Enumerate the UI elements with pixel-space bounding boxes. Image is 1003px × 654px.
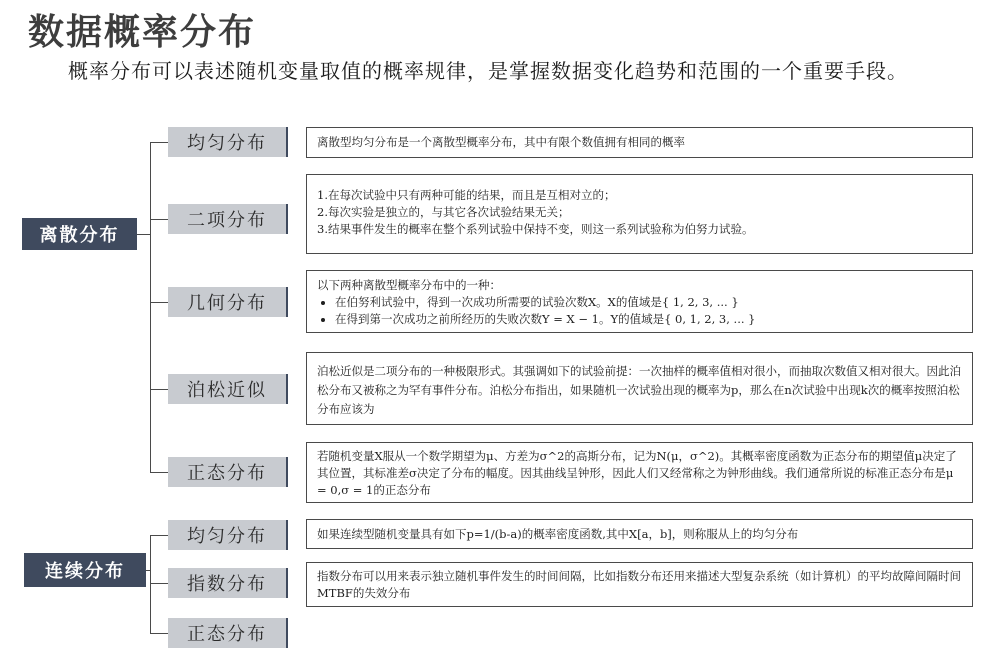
desc-line: 泊松近似是二项分布的一种极限形式。其强调如下的试验前提：一次抽样的概率值相对很小，而抽取次数值又相对很大。因此泊松分布又被称之为罕有事件分布。泊松分布指出，如果随机一次试验出现的概率为p，那么在n次试验中出现k次的概率按照泊松分布应该为 xyxy=(317,364,961,416)
desc-continuous-uniform xyxy=(306,519,973,549)
node-poisson: 泊松近似 xyxy=(168,374,288,404)
node-exponential: 指数分布 xyxy=(168,568,288,598)
node-discrete-normal: 正态分布 xyxy=(168,457,288,487)
connector xyxy=(150,389,168,390)
desc-discrete-normal xyxy=(306,442,973,503)
page-title: 数据概率分布 xyxy=(28,11,257,53)
continuous-connector-vertical xyxy=(150,535,151,633)
desc-binomial xyxy=(306,174,973,254)
node-continuous-uniform: 均匀分布 xyxy=(168,520,288,550)
node-geometric: 几何分布 xyxy=(168,287,288,317)
connector xyxy=(150,535,168,536)
desc-poisson xyxy=(306,352,973,425)
node-discrete-uniform: 均匀分布 xyxy=(168,127,288,157)
connector xyxy=(150,142,168,143)
connector xyxy=(150,219,168,220)
desc-geometric xyxy=(306,270,973,333)
intro-paragraph: 概率分布可以表述随机变量取值的概率规律，是掌握数据变化趋势和范围的一个重要手段。 xyxy=(68,59,908,83)
category-discrete: 离散分布 xyxy=(22,218,137,250)
desc-line: 如果连续型随机变量具有如下p=1/(b-a)的概率密度函数,其中X[a，b]，则称服从上的均匀分布 xyxy=(317,527,799,541)
desc-line: 2.每次实验是独立的，与其它各次试验结果无关； xyxy=(317,205,570,219)
desc-discrete-uniform xyxy=(306,127,973,158)
desc-line: 3.结果事件发生的概率在整个系列试验中保持不变，则这一系列试验称为伯努力试验。 xyxy=(317,222,754,236)
desc-line: 指数分布可以用来表示独立随机事件发生的时间间隔，比如指数分布还用来描述大型复杂系统（如计算机）的平均故障间隔时间MTBF的失效分布 xyxy=(317,569,961,600)
geometric-bullet-list xyxy=(317,294,962,328)
connector xyxy=(150,302,168,303)
desc-line: 以下两种离散型概率分布中的一种： xyxy=(317,278,501,292)
discrete-connector-vertical xyxy=(150,142,151,472)
desc-line: 1.在每次试验中只有两种可能的结果，而且是互相对立的； xyxy=(317,188,616,202)
discrete-connector-stem xyxy=(137,234,151,235)
list-item: • 在得到第一次成功之前所经历的失败次数Y = X − 1。Y的值域是{ 0, 1, 2, 3, ... } xyxy=(335,311,962,328)
desc-line: 离散型均匀分布是一个离散型概率分布，其中有限个数值拥有相同的概率 xyxy=(317,135,685,149)
desc-line: 若随机变量X服从一个数学期望为μ、方差为σ^2的高斯分布，记为N(μ，σ^2)。其概率密度函数为正态分布的期望值μ决定了其位置，其标准差σ决定了分布的幅度。因其曲线呈钟形，因此人们又经常称之为钟形曲线。我们通常所说的标准正态分布是μ = 0,σ = 1的正态分布 xyxy=(317,449,957,497)
connector xyxy=(150,583,168,584)
list-item: • 在伯努利试验中，得到一次成功所需要的试验次数X。X的值域是{ 1, 2, 3, ... } xyxy=(335,294,962,311)
desc-exponential xyxy=(306,562,973,607)
category-continuous: 连续分布 xyxy=(24,553,146,587)
connector xyxy=(150,472,168,473)
continuous-connector-stem xyxy=(146,570,151,571)
node-continuous-normal: 正态分布 xyxy=(168,618,288,648)
connector xyxy=(150,633,168,634)
node-binomial: 二项分布 xyxy=(168,204,288,234)
